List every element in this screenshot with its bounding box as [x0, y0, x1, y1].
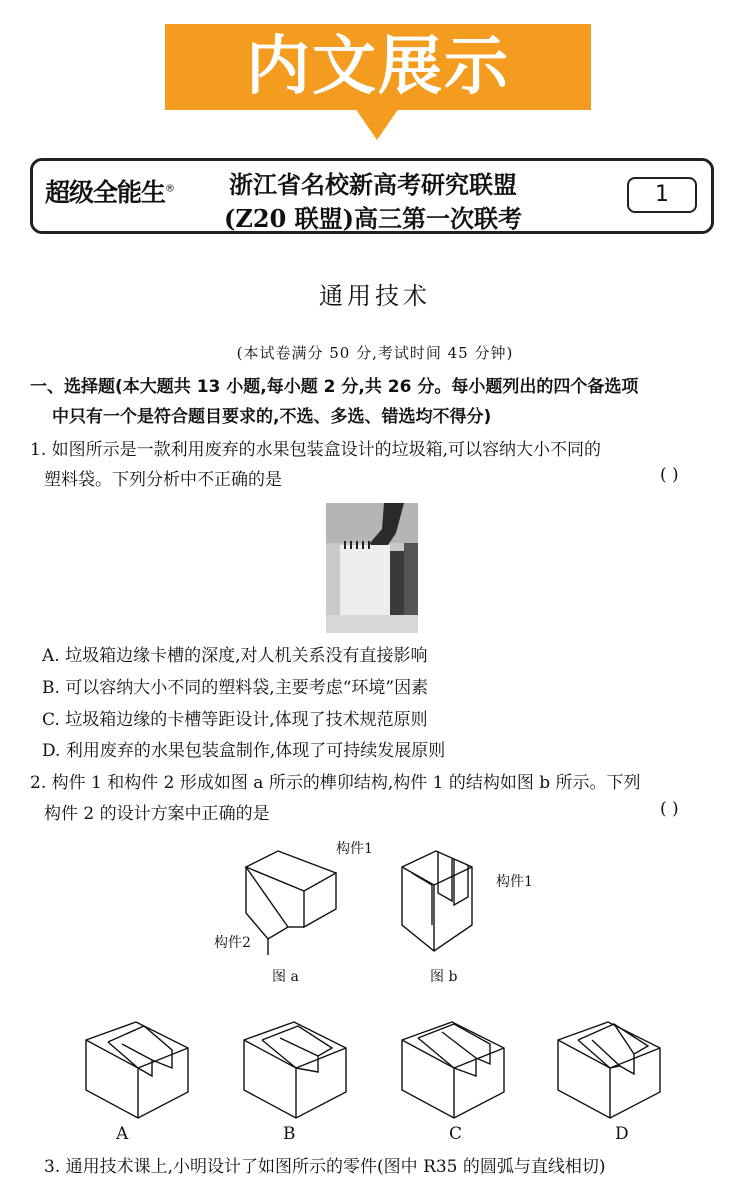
q3-partial-line: 3. 通用技术课上,小明设计了如图所示的零件(图中 R35 的圆弧与直线相切): [44, 1157, 606, 1177]
q2-stem-line1: 2. 构件 1 和构件 2 形成如图 a 所示的榫卯结构,构件 1 的结构如图 b 所示。下列: [30, 773, 641, 793]
q1-photo-trash-bin: [326, 503, 418, 633]
q2-choice-c-label: C: [449, 1124, 463, 1144]
q1-answer-paren: ( ): [660, 465, 679, 485]
fig-a-caption: 图 a: [272, 969, 299, 985]
subject-title: 通用技术: [319, 282, 431, 310]
exam-number-badge: 1: [627, 177, 697, 213]
q1-option-c: C. 垃圾箱边缘的卡槽等距设计,体现了技术规范原则: [42, 710, 428, 730]
q2-choice-a-label: A: [116, 1124, 129, 1144]
fig-b-label-part1: 构件1: [496, 874, 533, 890]
q2-choice-b-label: B: [283, 1124, 296, 1144]
q1-option-d: D. 利用废弃的水果包装盒制作,体现了可持续发展原则: [42, 741, 446, 761]
q2-answer-paren: ( ): [660, 799, 679, 819]
exam-title-line2: (Z20 联盟)高三第一次联考: [224, 204, 522, 233]
q2-figure-b: [398, 845, 488, 955]
fig-a-label-part2: 构件2: [214, 935, 251, 951]
q2-choice-d-figure: [554, 1018, 666, 1122]
q1-option-a: A. 垃圾箱边缘卡槽的深度,对人机关系没有直接影响: [42, 646, 428, 666]
q2-choice-b-figure: [240, 1018, 352, 1122]
banner-pointer: [355, 108, 399, 140]
fig-b-caption: 图 b: [430, 969, 458, 985]
exam-note: (本试卷满分 50 分,考试时间 45 分钟): [236, 344, 514, 362]
q2-choice-c-figure: [398, 1018, 510, 1122]
banner-title: 内文展示: [246, 30, 510, 104]
q2-choice-d-label: D: [615, 1124, 629, 1144]
section1-line1: 一、选择题(本大题共 13 小题,每小题 2 分,共 26 分。每小题列出的四个备选项: [30, 377, 639, 397]
q2-choice-a-figure: [82, 1018, 194, 1122]
exam-title-line1: 浙江省名校新高考研究联盟: [229, 170, 517, 199]
q1-stem-line1: 1. 如图所示是一款利用废弃的水果包装盒设计的垃圾箱,可以容纳大小不同的: [30, 440, 602, 460]
q1-option-b: B. 可以容纳大小不同的塑料袋,主要考虑“环境”因素: [42, 678, 429, 698]
section1-line2: 中只有一个是符合题目要求的,不选、多选、错选均不得分): [52, 407, 492, 427]
exam-header: [30, 158, 714, 234]
fig-a-label-part1: 构件1: [336, 841, 373, 857]
q1-stem-line2: 塑料袋。下列分析中不正确的是: [44, 470, 282, 490]
q1-photo-drawing: [326, 503, 418, 633]
q2-figure-a: [238, 845, 348, 955]
q2-stem-line2: 构件 2 的设计方案中正确的是: [44, 804, 270, 824]
brand-logo: 超级全能生®: [45, 178, 175, 207]
